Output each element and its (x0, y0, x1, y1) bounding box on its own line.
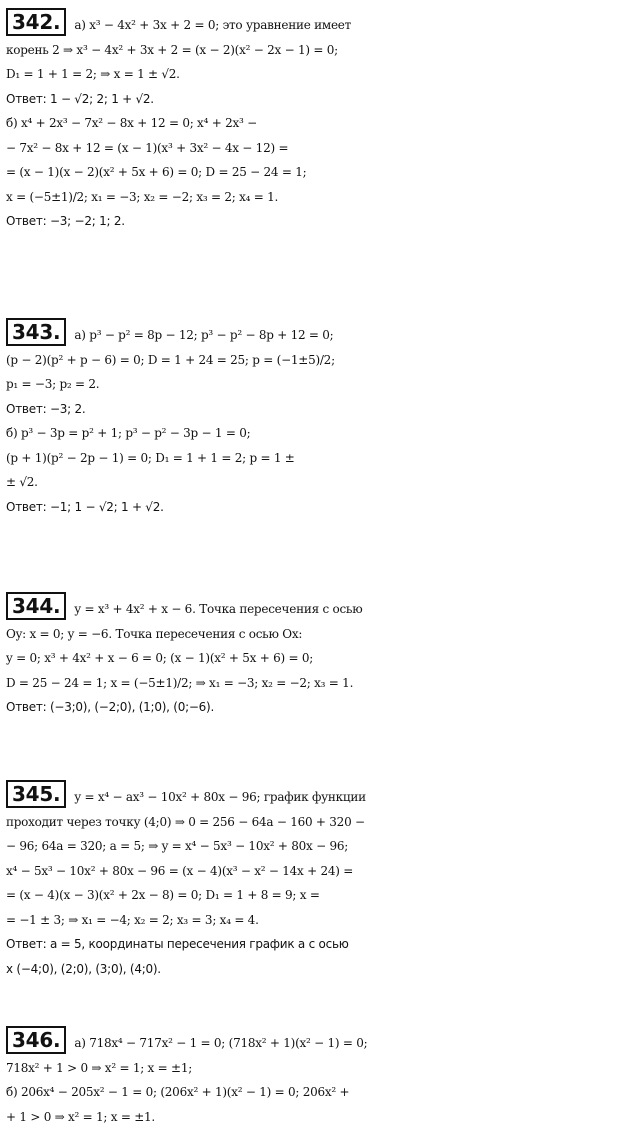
problem-line: (p − 2)(p² + p − 6) = 0; D = 1 + 24 = 25; p = (−1±5)/2; (6, 352, 335, 367)
answer-line: Ответ: a = 5, координаты пересечения график а с осью (6, 937, 349, 951)
answer-line: x (−4;0), (2;0), (3;0), (4;0). (6, 961, 161, 976)
problem-line: p₁ = −3; p₂ = 2. (6, 377, 100, 391)
problem-text: а) p³ − p² = 8p − 12; p³ − p² − 8p + 12 = 0; (74, 328, 334, 342)
problem-line: + 1 > 0 ⇒ x² = 1; x = ±1. (6, 1109, 155, 1124)
problem-line: корень 2 ⇒ x³ − 4x² + 3x + 2 = (x − 2)(x² − 2x − 1) = 0; (6, 42, 338, 57)
problem-343 (6, 318, 620, 519)
problem-line: x⁴ − 5x³ − 10x² + 80x − 96 = (x − 4)(x³ − x² − 14x + 24) = (6, 863, 354, 878)
problem-line: D₁ = 1 + 1 = 2; ⇒ x = 1 ± √2. (6, 67, 180, 81)
problem-number: 343. (6, 318, 66, 346)
problem-number: 345. (6, 780, 66, 808)
answer-line: Ответ: 1 − √2; 2; 1 + √2. (6, 91, 154, 106)
problem-line: б) x⁴ + 2x³ − 7x² − 8x + 12 = 0; x⁴ + 2x³ − (6, 116, 257, 130)
problem-345 (6, 780, 620, 981)
problem-number: 344. (6, 592, 66, 620)
problem-number: 342. (6, 8, 66, 36)
answer-line: Ответ: −3; 2. (6, 401, 86, 416)
problem-line: − 96; 64a = 320; a = 5; ⇒ y = x⁴ − 5x³ − 10x² + 80x − 96; (6, 839, 348, 853)
problem-line (6, 1026, 620, 1056)
problem-line: 718x² + 1 > 0 ⇒ x² = 1; x = ±1; (6, 1060, 192, 1075)
problem-line (6, 780, 620, 810)
problem-text: y = x³ + 4x² + x − 6. Точка пересечения с осью (74, 602, 363, 616)
problem-line (6, 592, 620, 622)
problem-line: x = (−5±1)/2; x₁ = −3; x₂ = −2; x₃ = 2; x₄ = 1. (6, 189, 279, 204)
answer-line: Ответ: −1; 1 − √2; 1 + √2. (6, 499, 164, 514)
answer-line: Ответ: (−3;0), (−2;0), (1;0), (0;−6). (6, 700, 215, 714)
problem-text: y = x⁴ − ax³ − 10x² + 80x − 96; график функции (74, 790, 366, 804)
problem-line: D = 25 − 24 = 1; x = (−5±1)/2; ⇒ x₁ = −3; x₂ = −2; x₃ = 1. (6, 675, 354, 690)
problem-line: = (x − 1)(x − 2)(x² + 5x + 6) = 0; D = 25 − 24 = 1; (6, 165, 307, 179)
answer-line: Ответ: −3; −2; 1; 2. (6, 214, 125, 228)
problem-line: б) 206x⁴ − 205x² − 1 = 0; (206x² + 1)(x² − 1) = 0; 206x² + (6, 1085, 350, 1099)
problem-line: = −1 ± 3; ⇒ x₁ = −4; x₂ = 2; x₃ = 3; x₄ = 4. (6, 912, 259, 927)
problem-line: проходит через точку (4;0) ⇒ 0 = 256 − 64a − 160 + 320 − (6, 814, 365, 829)
problem-344 (6, 592, 620, 720)
problem-346 (6, 1026, 620, 1129)
problem-text: а) x³ − 4x² + 3x + 2 = 0; это уравнение имеет (74, 18, 352, 32)
problem-line: Oy: x = 0; y = −6. Точка пересечения с осью Ox: (6, 626, 303, 641)
problem-line: y = 0; x³ + 4x² + x − 6 = 0; (x − 1)(x² + 5x + 6) = 0; (6, 651, 314, 665)
problem-line (6, 8, 620, 38)
problem-line: ± √2. (6, 475, 38, 489)
problem-line: (p + 1)(p² − 2p − 1) = 0; D₁ = 1 + 1 = 2; p = 1 ± (6, 450, 295, 465)
problem-342 (6, 8, 620, 234)
problem-line (6, 318, 620, 348)
problem-line: − 7x² − 8x + 12 = (x − 1)(x³ + 3x² − 4x − 12) = (6, 140, 289, 155)
problem-line: б) p³ − 3p = p² + 1; p³ − p² − 3p − 1 = 0; (6, 426, 251, 440)
problem-text: а) 718x⁴ − 717x² − 1 = 0; (718x² + 1)(x² − 1) = 0; (74, 1036, 368, 1050)
problem-line: = (x − 4)(x − 3)(x² + 2x − 8) = 0; D₁ = 1 + 8 = 9; x = (6, 888, 320, 902)
problem-number: 346. (6, 1026, 66, 1054)
